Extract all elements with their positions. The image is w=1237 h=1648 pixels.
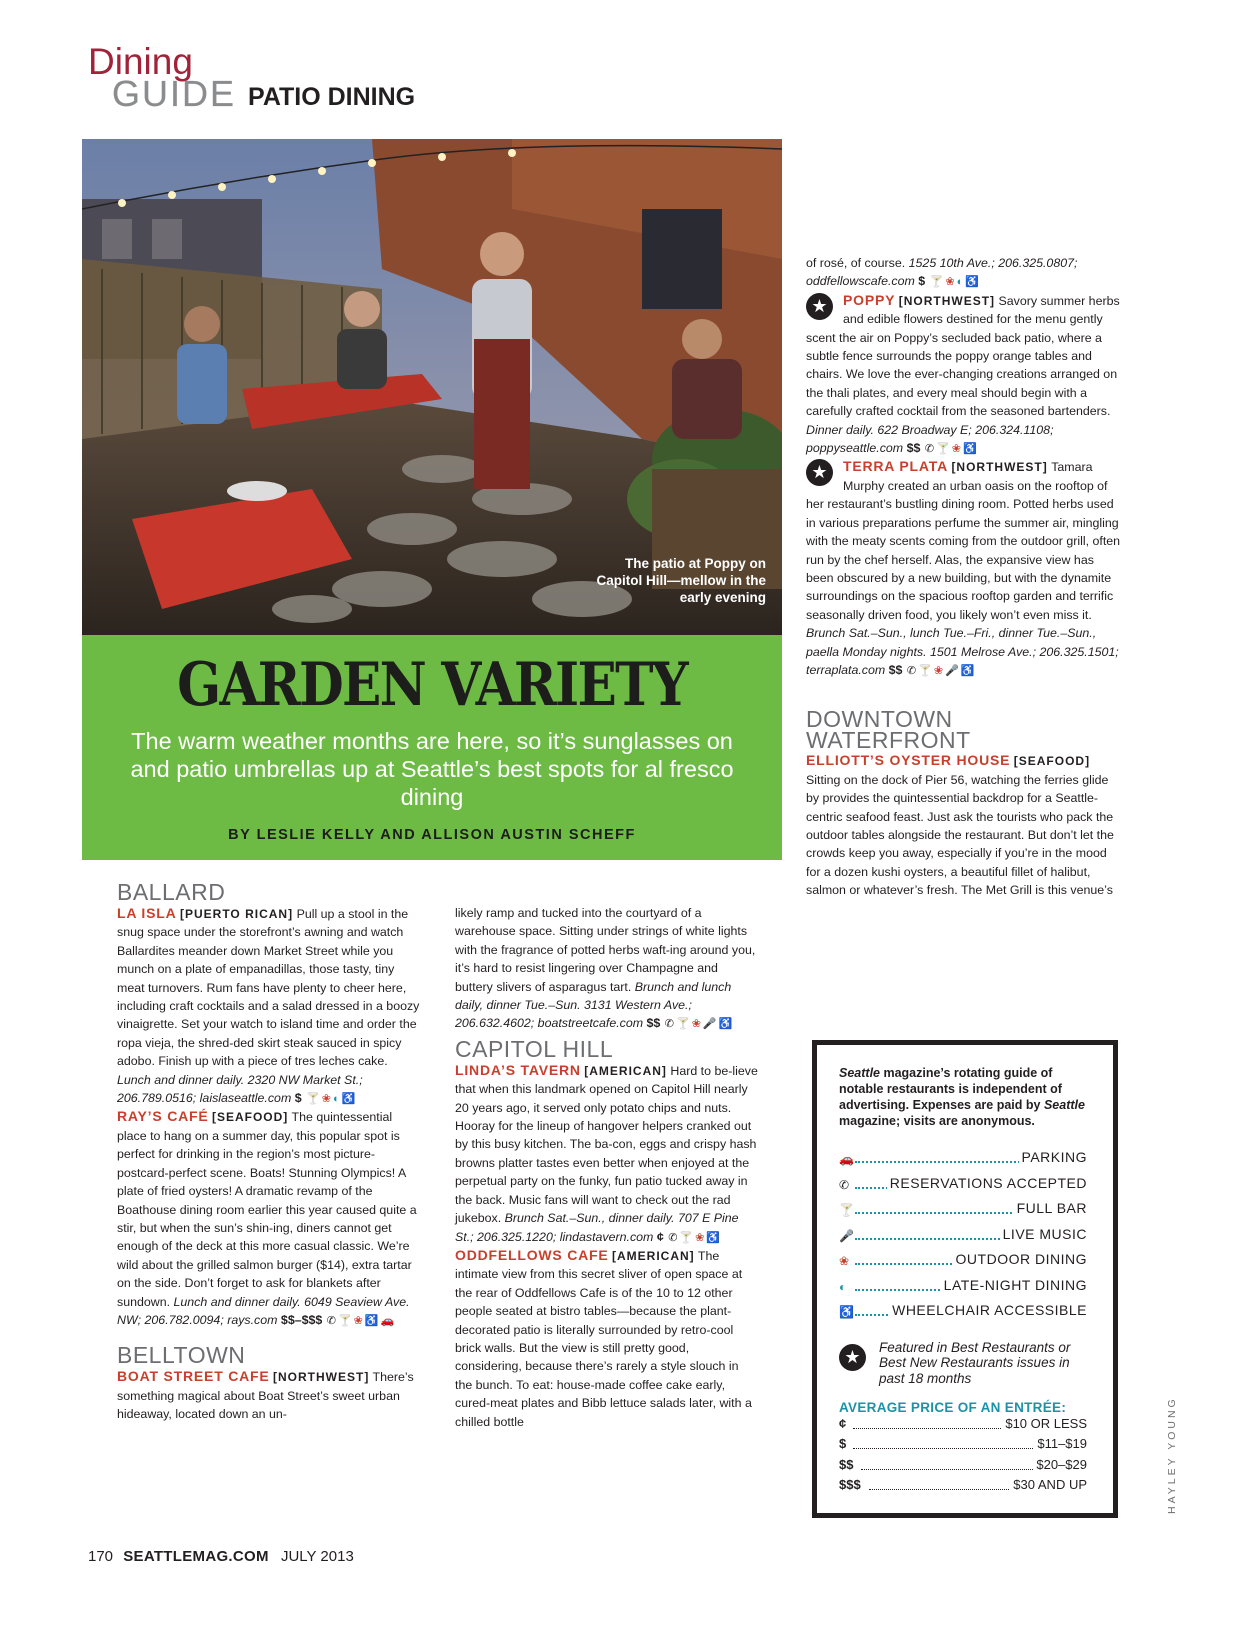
cocktail-icon: 🍸 xyxy=(679,1231,694,1244)
article-byline: BY LESLIE KELLY AND ALLISON AUSTIN SCHEFF xyxy=(228,827,636,843)
price-range: $10 OR LESS xyxy=(1002,1416,1087,1431)
cuisine-tag: [AMERICAN] xyxy=(612,1248,695,1263)
restaurant-name: ELLIOTT’S OYSTER HOUSE xyxy=(806,752,1011,769)
entry-boat-street-cafe xyxy=(117,1367,420,1423)
price-row xyxy=(839,1456,1087,1477)
star-icon: ★ xyxy=(806,293,833,320)
legend-row-live-music xyxy=(839,1226,1087,1252)
sun-icon: ❀ xyxy=(951,443,961,456)
sun-icon: ❀ xyxy=(691,1018,701,1031)
phone-icon: ✆ xyxy=(839,1177,850,1192)
entry-oddfellows-cafe-cont xyxy=(806,254,1124,291)
microphone-icon: 🎤 xyxy=(702,1018,717,1031)
legend-row-reservations xyxy=(839,1175,1087,1201)
sun-icon: ❀ xyxy=(933,664,944,677)
sun-icon: ❀ xyxy=(353,1314,363,1327)
review-body: of rosé, of course. xyxy=(806,256,906,270)
restaurant-name: BOAT STREET CAFE xyxy=(117,1368,270,1385)
photo-caption: The patio at Poppy on Capitol Hill—mellow in the early evening xyxy=(596,556,766,605)
phone-icon: ✆ xyxy=(668,1231,678,1244)
review-body: The intimate view from this secret sliver of open space at the rear of Oddfellows Cafe is of the 10 to 12 other people seated at bistro tables—because the plant-decorated patio is literally surrounded by retro-cool brick walls. But the view is still pretty good, considering, because there’s rarely a style slouch in the bunch. To eat: house-made coffee cake early, cured-meat plates and Bibb lettuce salads later, with a chilled bottle xyxy=(455,1248,752,1429)
entry-poppy xyxy=(806,291,1124,458)
entry-lindas-tavern xyxy=(455,1061,758,1246)
headline-banner xyxy=(82,635,782,860)
legend-row-full-bar xyxy=(839,1200,1087,1226)
area-heading-ballard: BALLARD xyxy=(117,879,226,905)
wheelchair-icon: ♿ xyxy=(962,443,977,456)
page-footer xyxy=(88,1548,354,1565)
restaurant-name: ODDFELLOWS CAFE xyxy=(455,1246,609,1263)
phone-icon: ✆ xyxy=(664,1018,674,1031)
magazine-name: Seattle xyxy=(1043,1098,1085,1112)
review-body: Sitting on the dock of Pier 56, watching the ferries glide by provides the quintessential backdrop for a Seattle-centric seafood feast. Just ask the tourists who pack the outdoor tables alongside the restaurant. But don’t let the crowds keep you away, especially if you’re in the mood for a dozen kushi oysters, a beautiful fillet of halibut, salmon or whatever’s fresh. The Met Grill is this venue’s xyxy=(806,772,1114,898)
note-text: magazine; visits are anonymous. xyxy=(839,1114,1035,1128)
restaurant-details: 1525 10th Ave.; 206.325.0807; oddfellowscafe.com xyxy=(806,256,1078,289)
price-row xyxy=(839,1476,1087,1497)
restaurant-details: Brunch Sat.–Sun., lunch Tue.–Fri., dinner Tue.–Sun., paella Monday nights. 1501 Melrose Ave.; 206.325.1501; terraplata.com xyxy=(806,626,1119,677)
moon-icon: ◐ xyxy=(956,276,964,289)
price-symbol: $ xyxy=(918,274,926,289)
review-body: Tamara Murphy created an urban oasis on the rooftop of her restaurant’s bustling dining room. Potted herbs used in various preparations perfume the summer air, mingling with the meaty scents coming from the outdoor grill, often run by the chef herself. Alas, the expansive view has been obscured by a new building, but with the dynamite surroundings on the spacious rooftop garden and terrific seasonally driven food, you likely won’t even miss it. xyxy=(806,460,1121,622)
wheelchair-icon: ♿ xyxy=(960,664,975,677)
entry-terra-plata xyxy=(806,457,1124,679)
price-symbol: $ xyxy=(294,1091,302,1106)
area-heading-line: DOWNTOWN xyxy=(806,706,953,733)
legend-box xyxy=(812,1040,1118,1518)
legend-label: LATE-NIGHT DINING xyxy=(941,1277,1087,1293)
cocktail-icon: 🍸 xyxy=(918,664,932,677)
page-number: 170 xyxy=(88,1548,114,1565)
car-icon: 🚗 xyxy=(839,1152,854,1166)
price-range: $11–$19 xyxy=(1034,1436,1087,1451)
restaurant-details: Lunch and dinner daily. 6049 Seaview Ave. NW; 206.782.0094; rays.com xyxy=(117,1294,410,1327)
price-row xyxy=(839,1435,1087,1456)
review-body: The quintessential place to hang on a summer day, this popular spot is perfect for drinking in the region’s most picture-postcard-perfect scene. Boats! Stunning Olympics! A plate of fried oysters! A dramatic revamp of the Boathouse dining room earlier this year caused quite a stir, but when the sun’s shin-ing, diners cannot get enough of the deck at this more casual classic. We’re wild about the grilled salmon burger ($14), extra tartar on the side. Don’t forget to ask for blankets after sundown. xyxy=(117,1110,417,1309)
price-range: $20–$29 xyxy=(1033,1457,1087,1472)
cocktail-icon: 🍸 xyxy=(839,1203,854,1217)
area-heading-belltown: BELLTOWN xyxy=(117,1342,246,1369)
cocktail-icon: 🍸 xyxy=(936,443,950,456)
area-heading-capitol-hill: CAPITOL HILL xyxy=(455,1035,614,1062)
legend-label: OUTDOOR DINING xyxy=(953,1251,1087,1267)
review-body: Hard to be-lieve that when this landmark opened on Capitol Hill nearly 20 years ago, it served only potato chips and nuts. Hooray for the lineup of hangover helpers cranked out by this busy kitchen. The ba-con, eggs and crispy hash browns platter tastes even better when enjoyed at the perpetual party on the funky, fun patio tucked away in the back. Music fans will want to check out the rad jukebox. xyxy=(455,1063,758,1226)
restaurant-details: Brunch and lunch daily, dinner Tue.–Sun. 3131 Western Ave.; 206.632.4602; boatstreetcafe.com xyxy=(455,979,732,1031)
price-symbol: $$$ xyxy=(839,1477,861,1492)
phone-icon: ✆ xyxy=(906,664,917,677)
cuisine-tag: [PUERTO RICAN] xyxy=(179,907,294,921)
price-symbol: $$ xyxy=(888,662,903,677)
note-text: magazine’s rotating guide of notable restaurants is independent of advertising. Expenses are paid by xyxy=(839,1066,1062,1112)
restaurant-details: Lunch and dinner daily. 2320 NW Market St.; 206.789.0516; laislaseattle.com xyxy=(117,1072,363,1106)
section-header xyxy=(88,42,488,112)
restaurant-details: Brunch Sat.–Sun., dinner daily. 707 E Pine St.; 206.325.1220; lindastavern.com xyxy=(455,1211,739,1244)
price-symbol: ¢ xyxy=(839,1415,847,1431)
wheelchair-icon: ♿ xyxy=(341,1093,356,1106)
review-body: Pull up a stool in the snug space under the storefront’s awning and watch Ballardites meander down Market Street while you munch on a plate of empanadillas, those tasty, tiny meat turnovers. Rum fans have plenty to cheer here, including craft cocktails and a salad dressed in a boozy vinaigrette. Set your watch to island time and order the ropa vieja, the shred-ded skirt steak sauced in spicy adobo. Finish up with a piece of tres leches cake. xyxy=(117,907,420,1069)
review-body: There’s something magical about Boat Street’s sweet urban hideaway, located down an un- xyxy=(117,1370,414,1422)
sun-icon: ❀ xyxy=(945,276,955,289)
featured-text: Featured in Best Restaurants or Best New Restaurants issues in past 18 months xyxy=(879,1339,1071,1386)
cuisine-tag: [NORTHWEST] xyxy=(273,1370,370,1385)
sun-icon: ❀ xyxy=(839,1254,850,1268)
restaurant-name: TERRA PLATA xyxy=(843,458,948,475)
price-symbol: $$–$$$ xyxy=(280,1312,323,1327)
moon-icon: ◐ xyxy=(839,1279,847,1294)
wheelchair-icon: ♿ xyxy=(839,1305,854,1319)
entry-boat-street-cafe-cont xyxy=(455,904,758,1033)
cuisine-tag: [AMERICAN] xyxy=(584,1063,667,1078)
sun-icon: ❀ xyxy=(321,1093,332,1106)
restaurant-details: Dinner daily. 622 Broadway E; 206.324.1108; poppyseattle.com xyxy=(806,422,1054,456)
cocktail-icon: 🍸 xyxy=(337,1314,352,1327)
site-url: SEATTLEMAG.COM xyxy=(123,1548,269,1565)
review-body: Savory summer herbs and edible flowers destined for the menu gently scent the air on Poppy’s secluded back patio, where a subtle fence surrounds the poppy orange tables and chairs. We love the ever-changing creations arranged on the thali plates, and every meal should begin with a carefully crafted cocktail from the seasoned bartenders. xyxy=(806,293,1120,419)
star-icon: ★ xyxy=(806,459,833,486)
wheelchair-icon: ♿ xyxy=(965,276,979,289)
car-icon: 🚗 xyxy=(380,1314,395,1327)
cuisine-tag: [NORTHWEST] xyxy=(898,293,996,308)
phone-icon: ✆ xyxy=(924,443,935,456)
cuisine-tag: [NORTHWEST] xyxy=(951,460,1048,475)
price-symbol: $$ xyxy=(646,1016,661,1031)
legend-label: FULL BAR xyxy=(1014,1200,1087,1216)
entry-oddfellows-cafe xyxy=(455,1246,758,1431)
area-heading-line: WATERFRONT xyxy=(806,727,971,754)
microphone-icon: 🎤 xyxy=(839,1228,854,1243)
price-row xyxy=(839,1415,1087,1436)
column-3 xyxy=(806,254,1124,900)
restaurant-name: POPPY xyxy=(843,291,896,308)
restaurant-name: LINDA’S TAVERN xyxy=(455,1061,581,1078)
cuisine-tag: [SEAFOOD] xyxy=(1013,754,1091,769)
wheelchair-icon: ♿ xyxy=(706,1231,721,1244)
entry-rays-cafe xyxy=(117,1107,420,1329)
cocktail-icon: 🍸 xyxy=(306,1093,320,1106)
wheelchair-icon: ♿ xyxy=(718,1018,733,1031)
price-symbol: $$ xyxy=(839,1456,854,1472)
sun-icon: ❀ xyxy=(695,1231,705,1244)
area-heading-downtown-waterfront xyxy=(806,706,1124,754)
restaurant-name: RAY’S CAFÉ xyxy=(117,1108,209,1125)
legend-label: RESERVATIONS ACCEPTED xyxy=(887,1175,1087,1191)
wheelchair-icon: ♿ xyxy=(364,1314,379,1327)
phone-icon: ✆ xyxy=(326,1314,336,1327)
price-symbol: $ xyxy=(839,1436,847,1451)
average-price-title: AVERAGE PRICE OF AN ENTRÉE: xyxy=(839,1399,1067,1415)
price-range: $30 AND UP xyxy=(1010,1477,1087,1492)
legend-row-parking xyxy=(839,1149,1087,1175)
legend-row-late-night xyxy=(839,1277,1087,1303)
review-body: likely ramp and tucked into the courtyard of a warehouse space. Sitting under strings of white lights with the fragrance of potted herbs waft-ing around you, it’s hard to resist lingering over Champagne and buttery slivers of asparagus tart. xyxy=(455,906,756,994)
restaurant-name: LA ISLA xyxy=(117,905,177,921)
legend-label: PARKING xyxy=(1019,1149,1087,1165)
legend-row-wheelchair xyxy=(839,1302,1087,1328)
column-1 xyxy=(117,880,420,1424)
entry-elliotts-oyster-house xyxy=(806,751,1124,899)
cocktail-icon: 🍸 xyxy=(929,276,944,289)
issue-date: JULY 2013 xyxy=(280,1548,354,1565)
price-symbol: ¢ xyxy=(656,1229,664,1244)
section-title: PATIO DINING xyxy=(248,83,416,111)
price-symbol: $$ xyxy=(906,441,921,456)
magazine-name: Seattle xyxy=(839,1066,880,1080)
article-dek: The warm weather months are here, so it’s sunglasses on and patio umbrellas up at Seattle’s best spots for al fresco dining xyxy=(130,728,734,810)
legend-label: WHEELCHAIR ACCESSIBLE xyxy=(889,1302,1087,1318)
patio-photo xyxy=(82,139,782,635)
entry-la-isla xyxy=(117,904,420,1107)
legend-row-outdoor-dining xyxy=(839,1251,1087,1277)
dining-label: Dining xyxy=(88,41,193,82)
microphone-icon: 🎤 xyxy=(945,664,959,677)
star-icon: ★ xyxy=(839,1344,866,1371)
legend-featured xyxy=(839,1338,1087,1390)
guide-label: GUIDE xyxy=(112,73,237,114)
cuisine-tag: [SEAFOOD] xyxy=(211,1110,289,1125)
column-2 xyxy=(455,904,758,1431)
article-headline: GARDEN VARIETY xyxy=(177,650,687,720)
moon-icon: ◐ xyxy=(333,1093,340,1106)
photo-credit: HAYLEY YOUNG xyxy=(1166,1396,1178,1514)
cocktail-icon: 🍸 xyxy=(675,1018,690,1031)
disclaimer-note xyxy=(839,1065,1087,1129)
legend-label: LIVE MUSIC xyxy=(1000,1226,1087,1242)
